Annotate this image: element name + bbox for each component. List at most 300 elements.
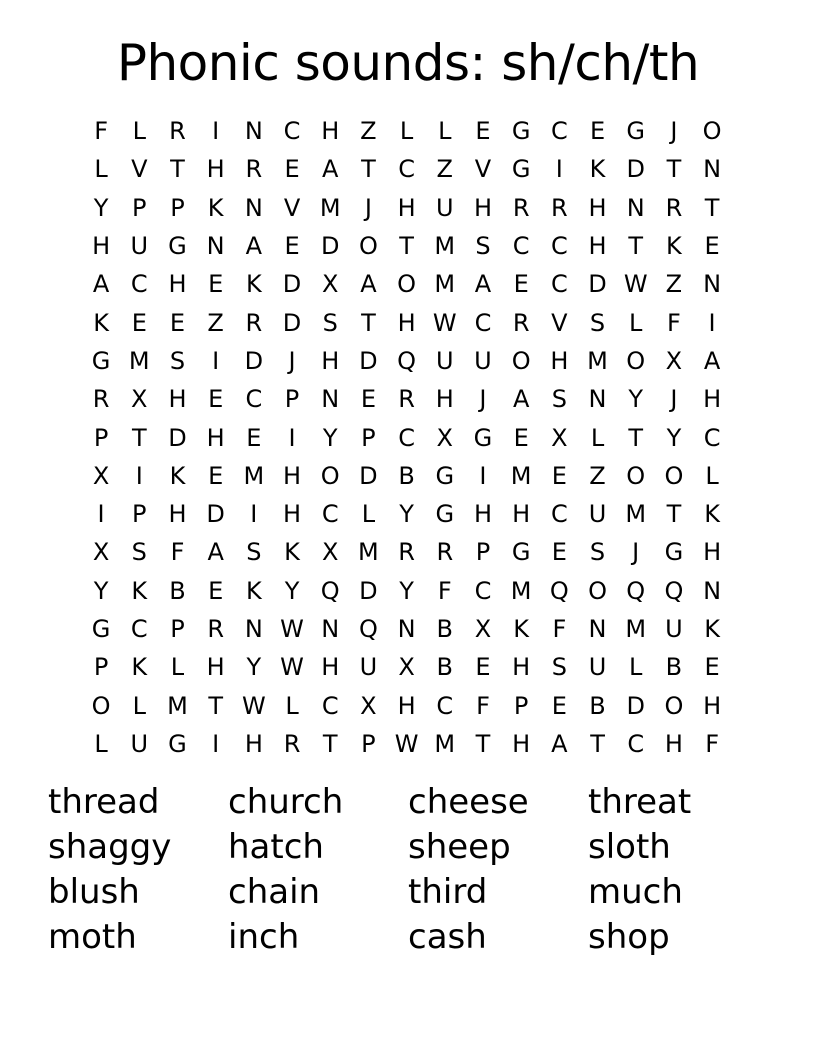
grid-letter[interactable]: F (94, 117, 108, 146)
grid-letter[interactable]: D (359, 346, 378, 375)
grid-letter[interactable]: I (288, 423, 296, 452)
grid-letter[interactable]: L (132, 691, 146, 720)
grid-letter[interactable]: D (626, 691, 645, 720)
grid-letter[interactable]: H (703, 691, 722, 720)
grid-letter[interactable]: A (92, 270, 110, 299)
grid-letter[interactable]: W (432, 308, 457, 337)
grid-letter[interactable]: X (436, 423, 453, 452)
grid-letter[interactable]: H (550, 346, 569, 375)
grid-letter[interactable]: L (132, 117, 146, 146)
grid-letter[interactable]: W (280, 615, 304, 643)
grid-letter[interactable]: D (588, 270, 607, 299)
grid-letter[interactable]: Z (589, 461, 606, 490)
grid-letter[interactable]: P (513, 691, 529, 720)
grid-letter[interactable]: N (626, 193, 645, 222)
grid-letter[interactable]: L (438, 117, 452, 146)
grid-letter[interactable]: U (588, 500, 607, 529)
grid-letter[interactable]: E (513, 270, 529, 299)
grid-letter[interactable]: G (435, 461, 455, 490)
grid-letter[interactable]: S (589, 538, 606, 567)
grid-letter[interactable]: M (587, 346, 608, 375)
grid-letter[interactable]: C (474, 576, 492, 605)
grid-letter[interactable]: T (170, 155, 185, 184)
grid-letter[interactable]: O (91, 691, 111, 720)
grid-letter[interactable]: W (623, 270, 648, 299)
grid-letter[interactable]: H (397, 691, 416, 720)
grid-letter[interactable]: B (398, 461, 415, 490)
grid-letter[interactable]: R (512, 193, 530, 222)
grid-letter[interactable]: J (670, 117, 678, 146)
word-list-item: cheese (408, 782, 529, 822)
grid-letter[interactable]: E (704, 232, 720, 261)
grid-letter[interactable]: M (319, 193, 341, 222)
grid-letter[interactable]: P (284, 385, 300, 414)
grid-letter[interactable]: P (132, 500, 147, 529)
grid-letter[interactable]: N (703, 155, 722, 184)
grid-letter[interactable]: C (130, 615, 148, 643)
grid-letter[interactable]: W (394, 729, 419, 758)
grid-letter[interactable]: C (550, 270, 568, 299)
word-list-item: shaggy (48, 827, 172, 867)
grid-letter[interactable]: G (473, 423, 493, 452)
grid-letter[interactable]: C (474, 308, 492, 337)
grid-letter[interactable]: P (93, 653, 109, 682)
grid-letter[interactable]: K (704, 500, 720, 529)
grid-letter[interactable]: U (130, 729, 149, 758)
grid-letter[interactable]: F (552, 615, 567, 643)
grid-letter[interactable]: H (512, 729, 531, 758)
grid-letter[interactable]: A (207, 538, 224, 567)
grid-letter[interactable]: R (169, 117, 186, 146)
grid-letter[interactable]: E (551, 691, 567, 720)
grid-letter[interactable]: T (666, 500, 682, 529)
grid-letter[interactable]: M (625, 615, 647, 643)
grid-letter[interactable]: H (168, 270, 187, 299)
grid-letter[interactable]: H (283, 461, 302, 490)
grid-letter[interactable]: C (130, 270, 148, 299)
grid-letter[interactable]: H (512, 500, 531, 529)
grid-letter[interactable]: X (551, 423, 568, 452)
grid-letter[interactable]: R (398, 385, 415, 414)
grid-letter[interactable]: H (703, 385, 722, 414)
grid-letter[interactable]: P (361, 729, 376, 758)
grid-letter[interactable]: X (360, 691, 377, 720)
grid-letter[interactable]: Q (320, 576, 340, 605)
grid-letter[interactable]: E (551, 538, 567, 567)
grid-letter[interactable]: H (168, 500, 187, 529)
grid-letter[interactable]: D (359, 576, 378, 605)
grid-letter[interactable]: T (628, 423, 644, 452)
grid-letter[interactable]: I (212, 117, 220, 146)
grid-letter[interactable]: C (398, 423, 415, 452)
grid-letter[interactable]: R (551, 193, 568, 222)
grid-letter[interactable]: E (246, 423, 262, 452)
grid-letter[interactable]: Q (626, 576, 646, 605)
grid-letter[interactable]: N (703, 576, 722, 605)
grid-letter[interactable]: T (590, 729, 605, 758)
grid-letter[interactable]: C (512, 232, 530, 261)
grid-letter[interactable]: E (475, 653, 491, 682)
grid-letter[interactable]: O (588, 576, 607, 605)
grid-letter[interactable]: X (131, 385, 148, 414)
grid-letter[interactable]: H (664, 729, 683, 758)
grid-letter[interactable]: A (474, 270, 492, 299)
grid-letter[interactable]: W (280, 653, 304, 682)
grid-letter[interactable]: Y (666, 423, 682, 452)
grid-letter[interactable]: P (170, 615, 185, 643)
grid-letter[interactable]: E (208, 576, 224, 605)
grid-letter[interactable]: K (245, 576, 262, 605)
grid-letter[interactable]: K (207, 193, 224, 222)
grid-letter[interactable]: I (135, 461, 143, 490)
grid-letter[interactable]: H (588, 193, 607, 222)
grid-letter[interactable]: K (666, 232, 682, 261)
grid-letter[interactable]: D (320, 232, 340, 261)
grid-letter[interactable]: S (589, 308, 606, 337)
grid-letter[interactable]: D (244, 346, 264, 375)
grid-letter[interactable]: B (436, 615, 454, 643)
grid-letter[interactable]: Y (322, 423, 338, 452)
grid-letter[interactable]: U (588, 653, 607, 682)
grid-letter[interactable]: Y (284, 576, 300, 605)
grid-letter[interactable]: E (169, 308, 186, 337)
grid-letter[interactable]: Q (358, 615, 378, 643)
grid-letter[interactable]: I (555, 155, 563, 184)
grid-letter[interactable]: R (92, 385, 110, 414)
grid-letter[interactable]: W (241, 691, 266, 720)
grid-letter[interactable]: H (168, 385, 187, 414)
grid-letter[interactable]: J (479, 385, 487, 414)
grid-letter[interactable]: N (321, 385, 340, 414)
grid-letter[interactable]: M (510, 461, 532, 490)
grid-letter[interactable]: C (436, 691, 454, 720)
grid-letter[interactable]: H (321, 653, 340, 682)
grid-letter[interactable]: L (399, 117, 414, 146)
grid-letter[interactable]: H (473, 500, 492, 529)
word-list-item: much (588, 872, 683, 912)
grid-letter[interactable]: O (702, 117, 722, 146)
grid-letter[interactable]: B (436, 653, 454, 682)
grid-letter[interactable]: C (245, 385, 263, 414)
grid-letter[interactable]: O (626, 346, 646, 375)
grid-letter[interactable]: L (629, 653, 643, 682)
grid-letter[interactable]: A (703, 346, 721, 375)
word-list-item: shop (588, 917, 670, 957)
grid-letter[interactable]: N (321, 615, 340, 643)
grid-letter[interactable]: E (284, 232, 300, 261)
grid-letter[interactable]: T (208, 691, 223, 720)
grid-letter[interactable]: M (434, 729, 456, 758)
grid-letter[interactable]: C (550, 117, 568, 146)
grid-letter[interactable]: R (512, 308, 530, 337)
grid-letter[interactable]: N (703, 270, 722, 299)
grid-letter[interactable]: S (551, 385, 567, 414)
grid-letter[interactable]: D (359, 461, 378, 490)
grid-letter[interactable]: K (704, 615, 720, 643)
grid-letter[interactable]: H (244, 729, 263, 758)
grid-letter[interactable]: L (629, 308, 643, 337)
grid-letter[interactable]: S (551, 653, 567, 682)
grid-letter[interactable]: V (551, 308, 568, 337)
grid-letter[interactable]: M (243, 461, 265, 490)
grid-letter[interactable]: B (589, 691, 606, 720)
grid-letter[interactable]: M (434, 232, 456, 261)
grid-letter[interactable]: U (359, 653, 378, 682)
grid-letter[interactable]: Z (207, 308, 224, 337)
grid-letter[interactable]: G (511, 117, 531, 146)
grid-letter[interactable]: K (589, 155, 606, 184)
grid-letter[interactable]: E (360, 385, 376, 414)
grid-letter[interactable]: E (704, 653, 720, 682)
grid-letter[interactable]: H (512, 653, 531, 682)
grid-letter[interactable]: H (397, 308, 416, 337)
grid-letter[interactable]: P (93, 423, 109, 452)
grid-letter[interactable]: C (321, 500, 339, 529)
grid-letter[interactable]: T (361, 155, 376, 184)
grid-letter[interactable]: G (664, 538, 684, 567)
grid-letter[interactable]: G (511, 155, 531, 184)
grid-letter[interactable]: J (632, 538, 640, 567)
word-list-item: inch (228, 917, 300, 957)
grid-letter[interactable]: O (358, 232, 378, 261)
grid-letter[interactable]: H (206, 155, 225, 184)
word-list-item: thread (48, 782, 160, 822)
grid-letter[interactable]: B (665, 653, 683, 682)
grid-letter[interactable]: U (435, 193, 454, 222)
grid-letter[interactable]: X (321, 538, 339, 567)
grid-letter[interactable]: F (667, 308, 681, 337)
grid-letter[interactable]: U (474, 346, 492, 375)
grid-letter[interactable]: K (169, 461, 186, 490)
grid-letter[interactable]: X (398, 653, 415, 682)
grid-letter[interactable]: P (475, 538, 491, 567)
grid-letter[interactable]: F (170, 538, 185, 567)
grid-letter[interactable]: X (321, 270, 339, 299)
word-list-item: cash (408, 917, 487, 957)
grid-letter[interactable]: B (169, 576, 186, 605)
grid-letter[interactable]: D (626, 155, 645, 184)
grid-letter[interactable]: O (626, 461, 646, 490)
grid-letter[interactable]: A (512, 385, 530, 414)
grid-letter[interactable]: G (91, 615, 111, 643)
grid-letter[interactable]: K (131, 576, 148, 605)
grid-letter[interactable]: E (589, 117, 606, 146)
grid-letter[interactable]: C (627, 729, 645, 758)
grid-letter[interactable]: N (244, 117, 263, 146)
grid-letter[interactable]: Y (246, 653, 262, 682)
grid-letter[interactable]: E (513, 423, 529, 452)
grid-letter[interactable]: T (399, 232, 414, 261)
grid-letter[interactable]: A (245, 232, 263, 261)
grid-letter[interactable]: H (435, 385, 454, 414)
grid-letter[interactable]: M (625, 500, 647, 529)
grid-letter[interactable]: M (167, 691, 188, 720)
grid-letter[interactable]: H (206, 653, 225, 682)
grid-letter[interactable]: X (474, 615, 492, 643)
grid-letter[interactable]: H (703, 538, 722, 567)
grid-letter[interactable]: X (665, 346, 683, 375)
grid-letter[interactable]: C (550, 232, 568, 261)
grid-letter[interactable]: S (475, 232, 491, 261)
grid-letter[interactable]: I (250, 500, 258, 529)
grid-letter[interactable]: D (168, 423, 187, 452)
grid-letter[interactable]: O (320, 461, 340, 490)
grid-letter[interactable]: L (361, 500, 376, 529)
grid-letter[interactable]: R (207, 615, 224, 643)
grid-letter[interactable]: U (130, 232, 149, 261)
grid-letter[interactable]: Y (628, 385, 644, 414)
grid-letter[interactable]: L (94, 155, 108, 184)
grid-letter[interactable]: Z (360, 117, 377, 146)
grid-letter[interactable]: R (283, 729, 301, 758)
grid-letter[interactable]: U (435, 346, 454, 375)
grid-letter[interactable]: M (358, 538, 379, 567)
grid-letter[interactable]: P (361, 423, 376, 452)
grid-letter[interactable]: I (479, 461, 487, 490)
grid-letter[interactable]: G (168, 729, 187, 758)
grid-letter[interactable]: N (397, 615, 416, 643)
grid-letter[interactable]: G (435, 500, 455, 529)
grid-letter[interactable]: S (322, 308, 338, 337)
grid-letter[interactable]: I (97, 500, 105, 529)
grid-letter[interactable]: R (398, 538, 415, 567)
grid-letter[interactable]: A (551, 729, 568, 758)
grid-letter[interactable]: J (670, 385, 678, 414)
grid-letter[interactable]: F (705, 729, 719, 758)
grid-letter[interactable]: V (474, 155, 492, 184)
grid-letter[interactable]: Y (399, 500, 414, 529)
grid-letter[interactable]: K (131, 653, 148, 682)
grid-letter[interactable]: H (588, 232, 607, 261)
grid-letter[interactable]: L (94, 729, 108, 758)
grid-letter[interactable]: Z (436, 155, 453, 184)
grid-letter[interactable]: O (664, 461, 684, 490)
grid-letter[interactable]: H (473, 193, 492, 222)
grid-letter[interactable]: K (513, 615, 530, 643)
grid-letter[interactable]: H (321, 346, 340, 375)
grid-letter[interactable]: D (206, 500, 225, 529)
grid-letter[interactable]: C (703, 423, 721, 452)
grid-letter[interactable]: D (282, 308, 302, 337)
grid-letter[interactable]: K (93, 308, 109, 337)
grid-letter[interactable]: F (476, 691, 490, 720)
grid-letter[interactable]: N (588, 615, 607, 643)
grid-letter[interactable]: E (284, 155, 300, 184)
grid-letter[interactable]: T (704, 193, 720, 222)
grid-letter[interactable]: A (322, 155, 339, 184)
grid-letter[interactable]: G (91, 346, 111, 375)
grid-letter[interactable]: L (170, 653, 185, 682)
grid-letter[interactable]: V (283, 193, 301, 222)
grid-letter[interactable]: E (475, 117, 491, 146)
grid-letter[interactable]: T (361, 308, 376, 337)
grid-letter[interactable]: N (244, 615, 263, 643)
grid-letter[interactable]: C (550, 500, 568, 529)
grid-letter[interactable]: G (626, 117, 646, 146)
grid-letter[interactable]: I (212, 729, 220, 758)
grid-letter[interactable]: K (284, 538, 300, 567)
grid-letter[interactable]: H (321, 117, 340, 146)
grid-letter[interactable]: O (664, 691, 684, 720)
grid-letter[interactable]: H (397, 193, 416, 222)
grid-letter[interactable]: E (208, 270, 224, 299)
grid-letter[interactable]: E (208, 461, 224, 490)
grid-letter[interactable]: Q (549, 576, 569, 605)
grid-letter[interactable]: M (434, 270, 456, 299)
grid-letter[interactable]: X (92, 461, 110, 490)
grid-letter[interactable]: N (244, 193, 263, 222)
grid-letter[interactable]: R (245, 308, 263, 337)
grid-letter[interactable]: R (665, 193, 683, 222)
grid-letter[interactable]: E (551, 461, 567, 490)
grid-letter[interactable]: J (288, 346, 296, 375)
grid-letter[interactable]: L (590, 423, 605, 452)
grid-letter[interactable]: T (666, 155, 682, 184)
grid-letter[interactable]: P (170, 193, 185, 222)
grid-letter[interactable]: R (245, 155, 263, 184)
grid-letter[interactable]: J (364, 193, 372, 222)
grid-letter[interactable]: T (475, 729, 491, 758)
grid-letter[interactable]: G (511, 538, 531, 567)
grid-letter[interactable]: Q (397, 346, 417, 375)
grid-letter[interactable]: K (245, 270, 262, 299)
grid-letter[interactable]: U (665, 615, 683, 643)
grid-letter[interactable]: N (206, 232, 225, 261)
grid-letter[interactable]: T (131, 423, 147, 452)
grid-letter[interactable]: P (132, 193, 147, 222)
grid-letter[interactable]: D (282, 270, 302, 299)
grid-letter[interactable]: Q (664, 576, 684, 605)
grid-letter[interactable]: C (321, 691, 339, 720)
grid-letter[interactable]: S (246, 538, 262, 567)
grid-letter[interactable]: H (92, 232, 111, 261)
grid-letter[interactable]: Y (399, 576, 414, 605)
grid-letter[interactable]: H (283, 500, 302, 529)
word-list-item: blush (48, 872, 140, 912)
grid-letter[interactable]: O (397, 270, 417, 299)
grid-letter[interactable]: I (212, 346, 220, 375)
grid-letter[interactable]: H (206, 423, 225, 452)
letter-grid (82, 112, 731, 763)
word-list-item: sheep (408, 827, 511, 867)
grid-letter[interactable]: E (131, 308, 147, 337)
grid-letter[interactable]: N (588, 385, 607, 414)
grid-letter[interactable]: M (128, 346, 150, 375)
grid-letter[interactable]: C (283, 117, 301, 146)
grid-letter[interactable]: R (436, 538, 454, 567)
grid-letter[interactable]: L (285, 691, 299, 720)
grid-letter[interactable]: T (628, 232, 644, 261)
grid-letter[interactable]: S (131, 538, 147, 567)
grid-letter[interactable]: C (398, 155, 415, 184)
grid-letter[interactable]: I (708, 308, 716, 337)
grid-letter[interactable]: V (131, 155, 148, 184)
grid-letter[interactable]: E (208, 385, 224, 414)
grid-letter[interactable]: Z (665, 270, 683, 299)
grid-letter[interactable]: A (360, 270, 377, 299)
grid-letter[interactable]: T (322, 729, 338, 758)
grid-letter[interactable]: G (168, 232, 187, 261)
grid-letter[interactable]: F (437, 576, 452, 605)
grid-letter[interactable]: Y (93, 576, 109, 605)
grid-letter[interactable]: S (169, 346, 186, 375)
word-list-item: threat (588, 782, 692, 822)
grid-letter[interactable]: O (511, 346, 531, 375)
grid-letter[interactable]: X (92, 538, 110, 567)
grid-letter[interactable]: L (705, 461, 719, 490)
grid-letter[interactable]: M (510, 576, 532, 605)
grid-letter[interactable]: Y (93, 193, 109, 222)
